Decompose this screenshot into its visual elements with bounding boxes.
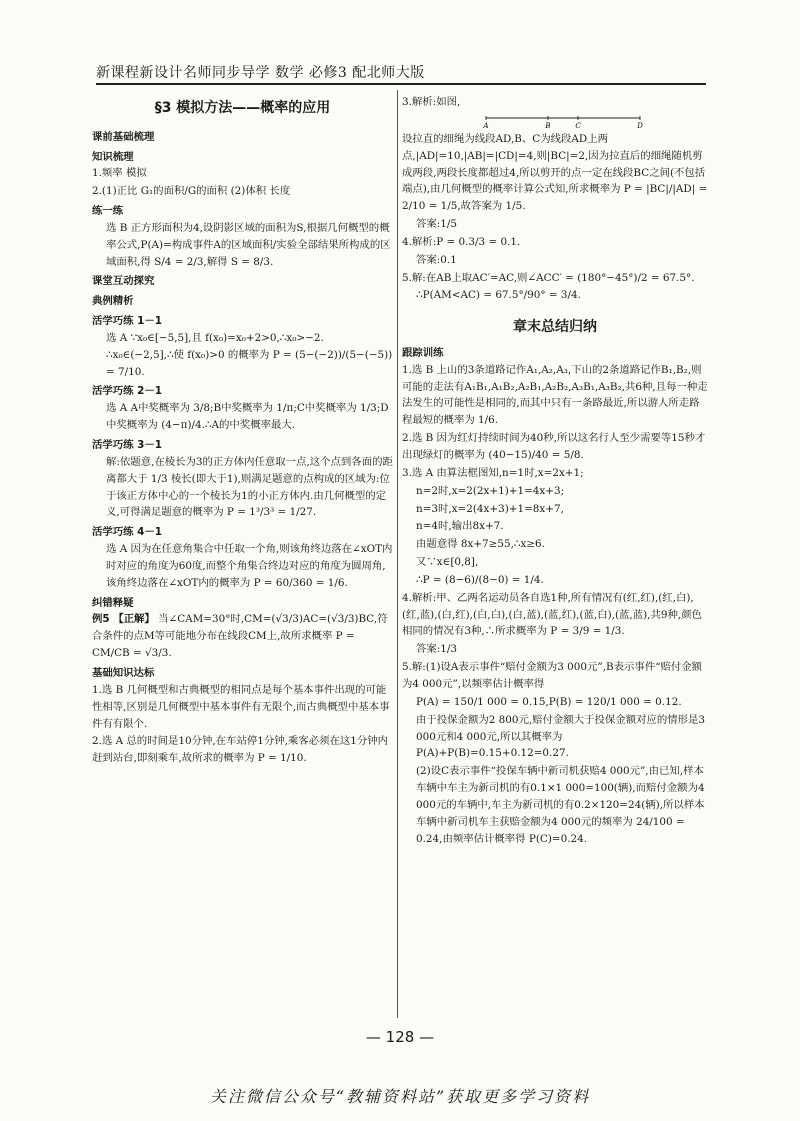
paragraph: 解:依题意,在棱长为3的正方体内任意取一点,这个点到各面的距离都大于 1/3 棱长(即大于1),则满足题意的点构成的区域为:位于该正方体中心的一个棱长为1的小正方体内.由几何概型的定义,可得满足题意的概率为 P = 1³/3³ = 1/27. (106, 455, 393, 519)
footer-note: 关注微信公众号“教辅资料站”获取更多学习资料 (209, 1087, 591, 1106)
segment-label-b: B (545, 121, 551, 129)
column-divider (397, 90, 398, 1018)
paragraph: n=2时,x=2(2x+1)+1=4x+3; (416, 484, 565, 497)
subheading: 活学巧练 2－1 (92, 385, 163, 398)
paragraph: ∴P(AM<AC) = 67.5°/90° = 3/4. (416, 289, 581, 302)
paragraph: 设拉直的细绳为线段AD,B、C为线段AD上两点,|AD|=10,|AB|=|CD|=4,则|BC|=2,因为拉直后的细绳随机剪成两段,两段长度都超过4,所以剪开的点一定在线段BC之间(不包括端点),由几何概型的概率计算公式知,所求概率为 P = |BC|/|AD| = 2/10 = 1/5,故答案为 1/5. (402, 132, 708, 213)
paragraph: n=3时,x=2(4x+3)+1=8x+7, (416, 502, 564, 515)
section-title: §3 模拟方法——概率的应用 (154, 100, 331, 116)
paragraph: 2.选 A 总的时间是10分钟,在车站停1分钟,乘客必须在这1分钟内赶到站台,即刻乘车,故所求的概率为 P = 1/10. (92, 735, 389, 765)
paragraph: 又∵x∈[0,8], (416, 556, 479, 569)
paragraph: 4.解析:P = 0.3/3 = 0.1. (402, 235, 521, 248)
example-answer (92, 611, 393, 662)
example-label: 例5 【正解】 (92, 613, 155, 626)
paragraph: 选 A A中奖概率为 3/8;B中奖概率为 1/π;C中奖概率为 1/3;D中奖概率为 (4−π)/4.∴A的中奖概率最大. (106, 402, 389, 432)
paragraph: 3.解析:如图, (402, 96, 461, 108)
paragraph: 1.选 B 几何概型和古典概型的相同点是每个基本事件出现的可能性相等,区别是几何概型中基本事件有无限个,而古典概型中基本事件有有限个. (92, 683, 390, 730)
paragraph: n=4时,输出8x+7. (416, 520, 504, 533)
paragraph: 1.选 B 上山的3条道路记作A₁,A₂,A₃,下山的2条道路记作B₁,B₂,则可能的走法有A₁B₁,A₁B₂,A₂B₁,A₂B₂,A₃B₁,A₃B₂,共6种,且每一种走法发生的可能性是相同的,而其中只有一条路最近,所以游人所走路程最短的概率为 1/6. (402, 363, 708, 427)
subheading: 跟踪训练 (402, 346, 444, 359)
paragraph: P(A) = 150/1 000 = 0.15,P(B) = 120/1 000 = 0.12. (416, 695, 682, 708)
paragraph: 答案:0.1 (416, 253, 457, 266)
chapter-title: 章末总结归纳 (513, 319, 597, 336)
segment-label-d: D (637, 121, 643, 129)
left-column (92, 94, 393, 768)
subheading: 课前基础梳理 (92, 130, 155, 143)
paragraph: (2)设C表示事件“投保车辆中新司机获赔4 000元”,由已知,样本车辆中车主为新司机的有0.1×1 000=100(辆),而赔付金额为4 000元的车辆中,车主为新司机的有0.2×120=24(辆),所以样本车辆中新司机车主获赔金额为4 000元的频率为 24/100 = 0.24,由频率估计概率得 P(C)=0.24. (416, 765, 705, 845)
subheading: 课堂互动探究 (92, 275, 155, 288)
right-content (402, 94, 708, 847)
subheading: 纠错释疑 (92, 596, 134, 609)
segment-label-c: C (575, 121, 581, 129)
paragraph: 答案:1/3 (416, 643, 458, 656)
paragraph: 答案:1/5 (416, 218, 458, 231)
right-column (402, 94, 708, 848)
subheading: 活学巧练 3－1 (92, 439, 163, 452)
paragraph: 5.解:(1)设A表示事件“赔付金额为3 000元”,B表示事件“赔付金额为4 000元”,以频率估计概率得 (402, 661, 703, 690)
page-number: — 128 — (365, 1028, 435, 1046)
subheading: 活学巧练 4－1 (92, 526, 163, 539)
paragraph: 3.选 A 由算法框图知,n=1时,x=2x+1; (402, 466, 584, 479)
subheading: 典例精析 (92, 295, 134, 308)
running-header: 新课程新设计名师同步导学 数学 必修3 配北师大版 (96, 65, 425, 81)
paragraph: ∴P = (8−6)/(8−0) = 1/4. (416, 573, 544, 586)
subheading: 基础知识达标 (92, 666, 155, 679)
paragraph: 由于投保金额为2 800元,赔付金额大于投保金额对应的情形是3 000元和4 000元,所以其概率为 P(A)+P(B)=0.15+0.12=0.27. (416, 713, 706, 760)
paragraph: 1.频率 模拟 (92, 167, 147, 180)
paragraph: 2.(1)正比 G₁的面积/G的面积 (2)体积 长度 (92, 185, 291, 198)
left-content (92, 129, 393, 767)
paragraph: 选 A ∵x₀∈[−5,5],且 f(x₀)=x₀+2>0,∴x₀>−2. ∴x₀∈(−2,5],∴使 f(x₀)>0 的概率为 P = (5−(−2))/(5−(−5)) = 7/10. (106, 331, 393, 378)
header-rule (96, 83, 706, 85)
paragraph: 选 B 正方形面积为4,设阴影区域的面积为S,根据几何概型的概率公式,P(A)=构成事件A的区域面积/实验全部结果所构成的区域面积,得 S/4 = 2/3,解得 S = 8/3. (106, 221, 391, 268)
paragraph: 2.选 B 因为红灯持续时间为40秒,所以这名行人至少需要等15秒才出现绿灯的概率为 (40−15)/40 = 5/8. (402, 432, 706, 462)
subheading: 练一练 (92, 205, 124, 218)
segment-label-a: A (483, 121, 489, 129)
paragraph: 由题意得 8x+7≥55,∴x≥6. (416, 538, 545, 551)
paragraph: 4.解析:甲、乙两名运动员各自选1种,所有情况有(红,红),(红,白),(红,蓝),(白,红),(白,白),(白,蓝),(蓝,红),(蓝,白),(蓝,蓝),共9种,颜色相同的情况有3种,∴所求概率为 P = 3/9 = 1/3. (402, 591, 702, 638)
paragraph: 选 A 因为在任意角集合中任取一个角,则该角终边落在∠xOT内时对应的角度为60度,而整个角集合终边对应的角度为圆周角,该角终边落在∠xOT内的概率为 P = 60/360 = 1/6. (106, 543, 393, 589)
subheading: 活学巧练 1－1 (92, 315, 163, 328)
subheading: 知识梳理 (92, 150, 134, 163)
example-text: 当∠CAM=30°时,CM=(√3/3)AC=(√3/3)BC,符合条件的点M等可能地分布在线段CM上,故所求概率 P = CM/CB = √3/3. (92, 613, 388, 660)
segment-figure (478, 113, 648, 129)
paragraph: 5.解:在AB上取AC′=AC,则∠ACC′ = (180°−45°)/2 = 67.5°. (402, 271, 695, 284)
